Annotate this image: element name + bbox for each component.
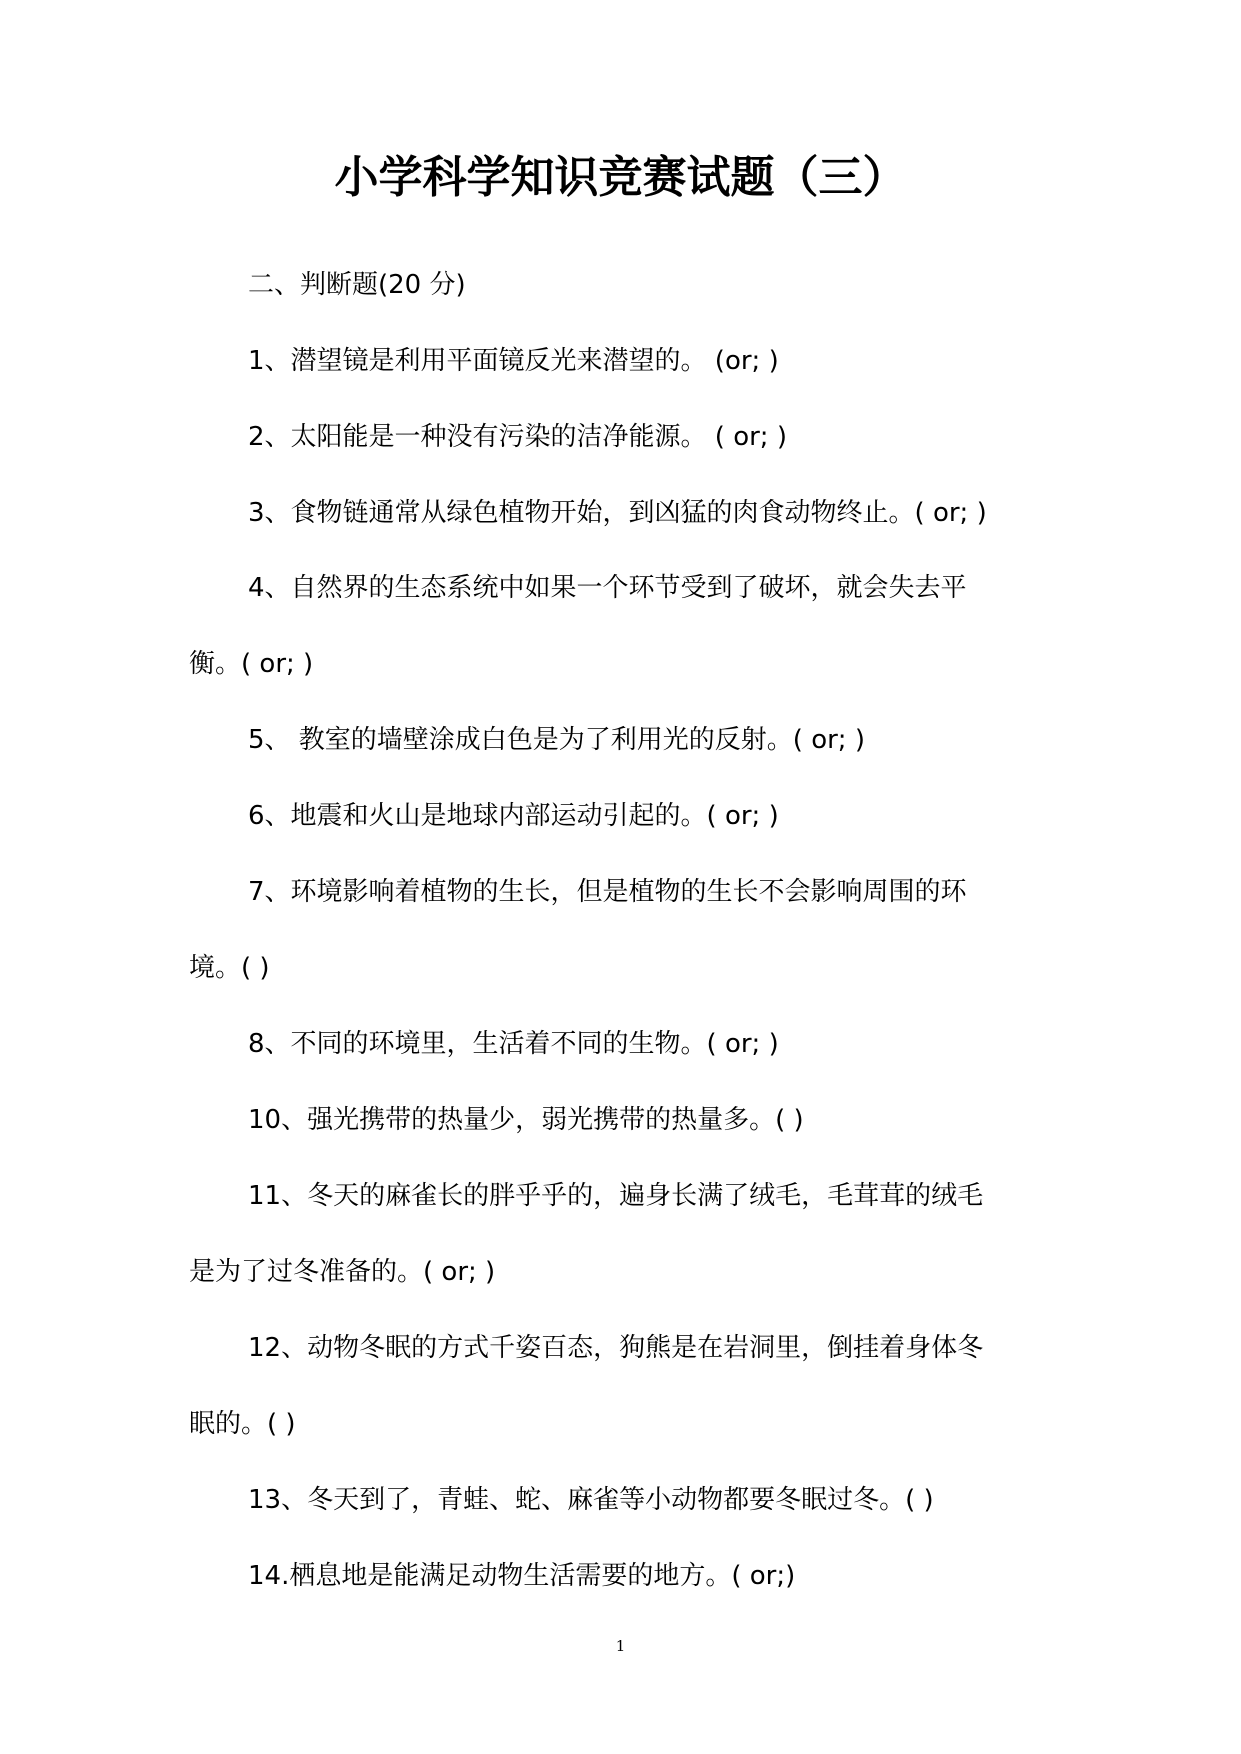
question-4-continued: 衡。( or; ) — [189, 649, 314, 679]
question-10: 10、强光携带的热量少，弱光携带的热量多。( ) — [248, 1105, 804, 1135]
question-3: 3、食物链通常从绿色植物开始，到凶猛的肉食动物终止。( or; ) — [248, 498, 987, 528]
question-12: 12、动物冬眠的方式千姿百态，狗熊是在岩洞里，倒挂着身体冬 — [248, 1333, 984, 1363]
question-12-continued: 眠的。( ) — [189, 1409, 296, 1439]
question-14: 14.栖息地是能满足动物生活需要的地方。( or;) — [248, 1561, 796, 1591]
question-4: 4、自然界的生态系统中如果一个环节受到了破坏，就会失去平 — [248, 573, 967, 603]
section-heading: 二、判断题(20 分) — [248, 270, 466, 300]
question-7-continued: 境。( ) — [189, 953, 270, 983]
question-5: 5、 教室的墙壁涂成白色是为了利用光的反射。( or; ) — [248, 725, 865, 755]
question-6: 6、地震和火山是地球内部运动引起的。( or; ) — [248, 801, 779, 831]
question-8: 8、不同的环境里，生活着不同的生物。( or; ) — [248, 1029, 779, 1059]
question-7: 7、环境影响着植物的生长，但是植物的生长不会影响周围的环 — [248, 877, 967, 907]
page-number: 1 — [615, 1637, 626, 1655]
question-11-continued: 是为了过冬准备的。( or; ) — [189, 1257, 496, 1287]
page-title: 小学科学知识竞赛试题（三） — [334, 152, 907, 203]
question-1: 1、潜望镜是利用平面镜反光来潜望的。 (or; ) — [248, 346, 779, 376]
question-11: 11、冬天的麻雀长的胖乎乎的，遍身长满了绒毛，毛茸茸的绒毛 — [248, 1181, 984, 1211]
question-2: 2、太阳能是一种没有污染的洁净能源。 ( or; ) — [248, 422, 787, 452]
question-13: 13、冬天到了，青蛙、蛇、麻雀等小动物都要冬眠过冬。( ) — [248, 1485, 934, 1515]
